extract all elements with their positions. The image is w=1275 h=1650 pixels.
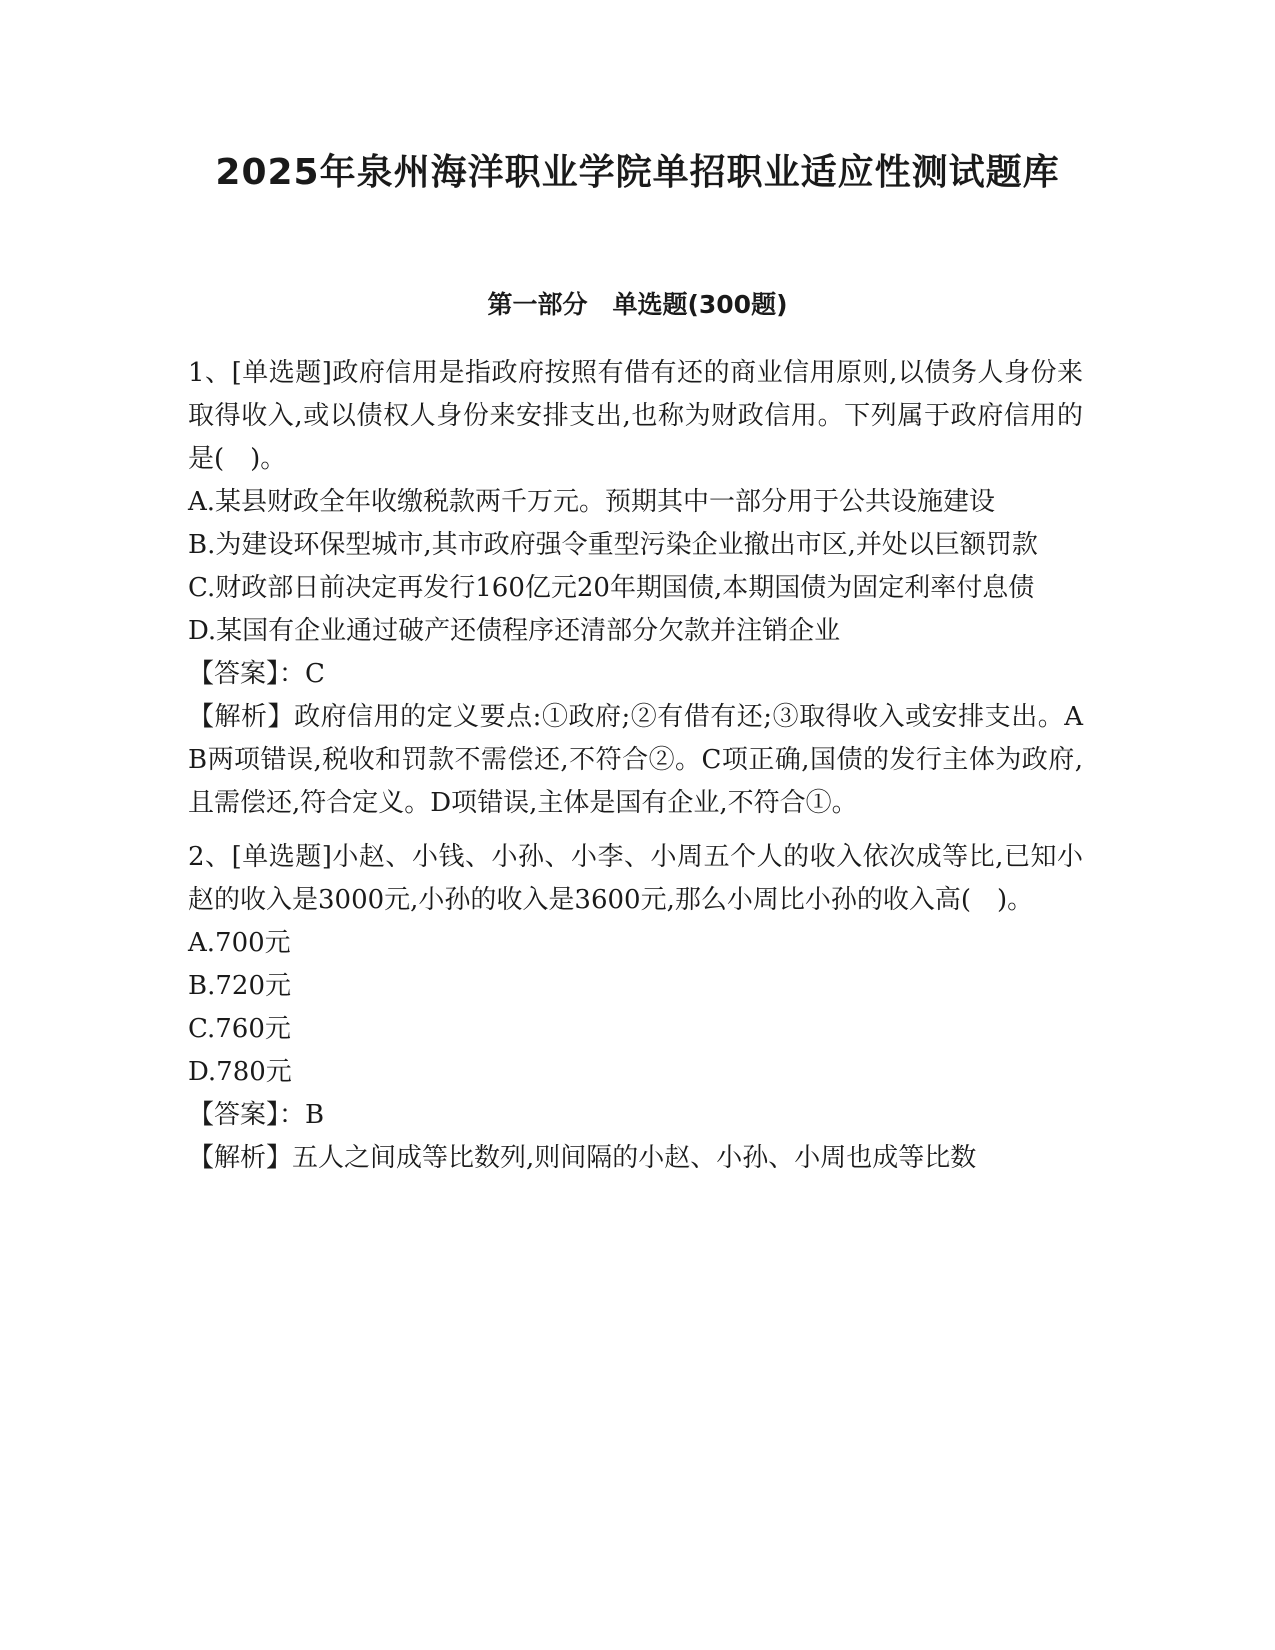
option-a: A.某县财政全年收缴税款两千万元。预期其中一部分用于公共设施建设 (188, 487, 996, 517)
answer-label: 【答案】 (188, 1100, 280, 1130)
option-d: D.780元 (188, 1057, 292, 1087)
answer-value: C (305, 659, 325, 689)
section-heading: 第一部分 单选题(300题) (487, 290, 788, 319)
question-1 (188, 352, 1083, 825)
answer-label: 【答案】 (188, 659, 280, 689)
option-d: D.某国有企业通过破产还债程序还清部分欠款并注销企业 (188, 616, 841, 646)
explanation-label: 【解析】 (188, 1143, 293, 1173)
option-c: C.760元 (188, 1014, 291, 1044)
question-stem: 1、[单选题]政府信用是指政府按照有借有还的商业信用原则,以债务人身份来取得收入,或以债权人身份来安排支出,也称为财政信用。下列属于政府信用的是( )。 (188, 358, 1083, 474)
answer-line (188, 653, 1083, 696)
question-stem: 2、[单选题]小赵、小钱、小孙、小李、小周五个人的收入依次成等比,已知小赵的收入是3000元,小孙的收入是3600元,那么小周比小孙的收入高( )。 (188, 842, 1083, 915)
explanation-text: 五人之间成等比数列,则间隔的小赵、小孙、小周也成等比数 (292, 1143, 977, 1173)
option-b: B.为建设环保型城市,其市政府强令重型污染企业撤出市区,并处以巨额罚款 (188, 530, 1038, 560)
question-2 (188, 836, 1083, 1180)
explanation-text: 政府信用的定义要点:①政府;②有借有还;③取得收入或安排支出。AB两项错误,税收和罚款不需偿还,不符合②。C项正确,国债的发行主体为政府,且需偿还,符合定义。D项错误,主体是国有企业,不符合①。 (188, 702, 1083, 818)
option-c: C.财政部日前决定再发行160亿元20年期国债,本期国债为固定利率付息债 (188, 573, 1035, 603)
explanation-label: 【解析】 (188, 702, 295, 732)
answer-value: B (305, 1100, 325, 1130)
document-title: 2025年泉州海洋职业学院单招职业适应性测试题库 (215, 152, 1060, 193)
answer-separator: ： (279, 1100, 306, 1130)
answer-line (188, 1094, 1083, 1137)
answer-separator: ： (279, 659, 306, 689)
explanation (188, 696, 1083, 825)
question-list (188, 352, 1083, 1191)
option-a: A.700元 (188, 928, 291, 958)
explanation (188, 1137, 1083, 1180)
option-b: B.720元 (188, 971, 291, 1001)
